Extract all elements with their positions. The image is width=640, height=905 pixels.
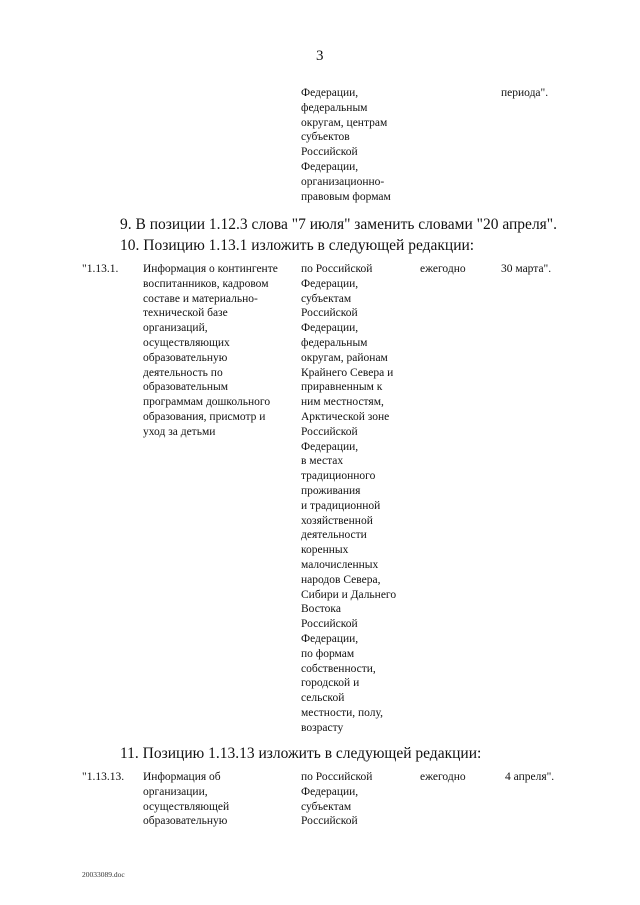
text-line: местности, полу, — [301, 706, 383, 719]
text-line: ним местностям, — [301, 396, 384, 409]
text-line: хозяйственной — [301, 514, 373, 527]
text-line: Крайнего Севера и — [301, 366, 394, 379]
text-line: Федерации, — [301, 632, 359, 645]
text-line: субъектов — [301, 131, 350, 144]
text-line: субъектам — [301, 292, 352, 305]
text-line: осуществляющих — [143, 336, 230, 349]
text-line: коренных — [301, 544, 349, 557]
text-line: программам дошкольного — [143, 396, 271, 409]
top-row-breakdown-column — [301, 86, 391, 204]
text-line: образовательную — [143, 351, 228, 364]
row-1131-name — [143, 262, 278, 440]
text-line: Российской — [301, 815, 358, 828]
text-line: традиционного — [301, 470, 376, 483]
text-line: и традиционной — [301, 499, 381, 512]
text-line: собственности, — [301, 662, 376, 675]
text-line: Сибири и Дальнего — [301, 588, 397, 601]
text-line: малочисленных — [301, 558, 379, 571]
text-line: Российской — [301, 425, 358, 438]
text-line: в местах — [301, 455, 344, 468]
text-line: Федерации, — [301, 87, 359, 99]
text-line: сельской — [301, 692, 345, 705]
text-line: округам, центрам — [301, 116, 388, 129]
text-line: округам, районам — [301, 351, 388, 364]
text-line: городской и — [301, 677, 360, 690]
paragraph-10: 10. Позицию 1.13.1 изложить в следующей редакции: — [120, 237, 475, 254]
text-line: Федерации, — [301, 277, 359, 290]
row-11313-code: "1.13.13. — [82, 771, 125, 783]
text-line: осуществляющей — [143, 800, 230, 813]
text-line: образовательным — [143, 381, 229, 394]
top-row-period-end: периода". — [501, 87, 549, 99]
text-line: Федерации, — [301, 160, 359, 173]
text-line: Российской — [301, 146, 358, 159]
text-line: возрасту — [301, 721, 344, 734]
row-11313-name — [143, 770, 229, 829]
row-1131-date: 30 марта". — [501, 263, 552, 275]
row-1131-breakdown — [301, 262, 396, 736]
row-11313-period: ежегодно — [420, 771, 466, 783]
row-11313-breakdown — [301, 770, 372, 829]
text-line: по Российской — [301, 771, 373, 783]
text-line: уход за детьми — [143, 425, 216, 438]
text-line: образовательную — [143, 815, 228, 828]
page-number: 3 — [316, 48, 324, 64]
text-line: народов Севера, — [301, 573, 381, 586]
text-line: субъектам — [301, 800, 352, 813]
text-line: деятельность по — [143, 366, 223, 379]
text-line: правовым формам — [301, 190, 391, 203]
text-line: Информация о контингенте — [143, 263, 278, 275]
text-line: технической базе — [143, 307, 228, 320]
text-line: составе и материально- — [143, 292, 258, 305]
text-line: организационно- — [301, 175, 385, 188]
row-11313-date: 4 апреля". — [505, 771, 555, 783]
text-line: приравненным к — [301, 381, 383, 394]
text-line: деятельности — [301, 529, 367, 542]
text-line: Федерации, — [301, 322, 359, 335]
text-line: Информация об — [143, 771, 221, 783]
text-line: федеральным — [301, 336, 368, 349]
text-line: проживания — [301, 484, 361, 497]
text-line: Арктической зоне — [301, 410, 390, 423]
text-line: организаций, — [143, 322, 208, 335]
paragraph-11: 11. Позицию 1.13.13 изложить в следующей редакции: — [120, 745, 482, 762]
text-line: Федерации, — [301, 785, 359, 798]
paragraph-9: 9. В позиции 1.12.3 слова "7 июля" заменить словами "20 апреля". — [120, 216, 558, 233]
footer-filename: 20033089.doc — [82, 870, 125, 879]
text-line: образования, присмотр и — [143, 410, 266, 423]
text-line: федеральным — [301, 101, 368, 114]
text-line: Российской — [301, 618, 358, 631]
text-line: по Российской — [301, 263, 373, 275]
text-line: организации, — [143, 785, 208, 798]
row-1131-code: "1.13.1. — [82, 263, 119, 275]
row-1131-period: ежегодно — [420, 263, 466, 275]
text-line: Российской — [301, 307, 358, 320]
text-line: Востока — [301, 603, 341, 616]
text-line: воспитанников, кадровом — [143, 277, 269, 290]
text-line: Федерации, — [301, 440, 359, 453]
text-line: по формам — [301, 647, 355, 660]
